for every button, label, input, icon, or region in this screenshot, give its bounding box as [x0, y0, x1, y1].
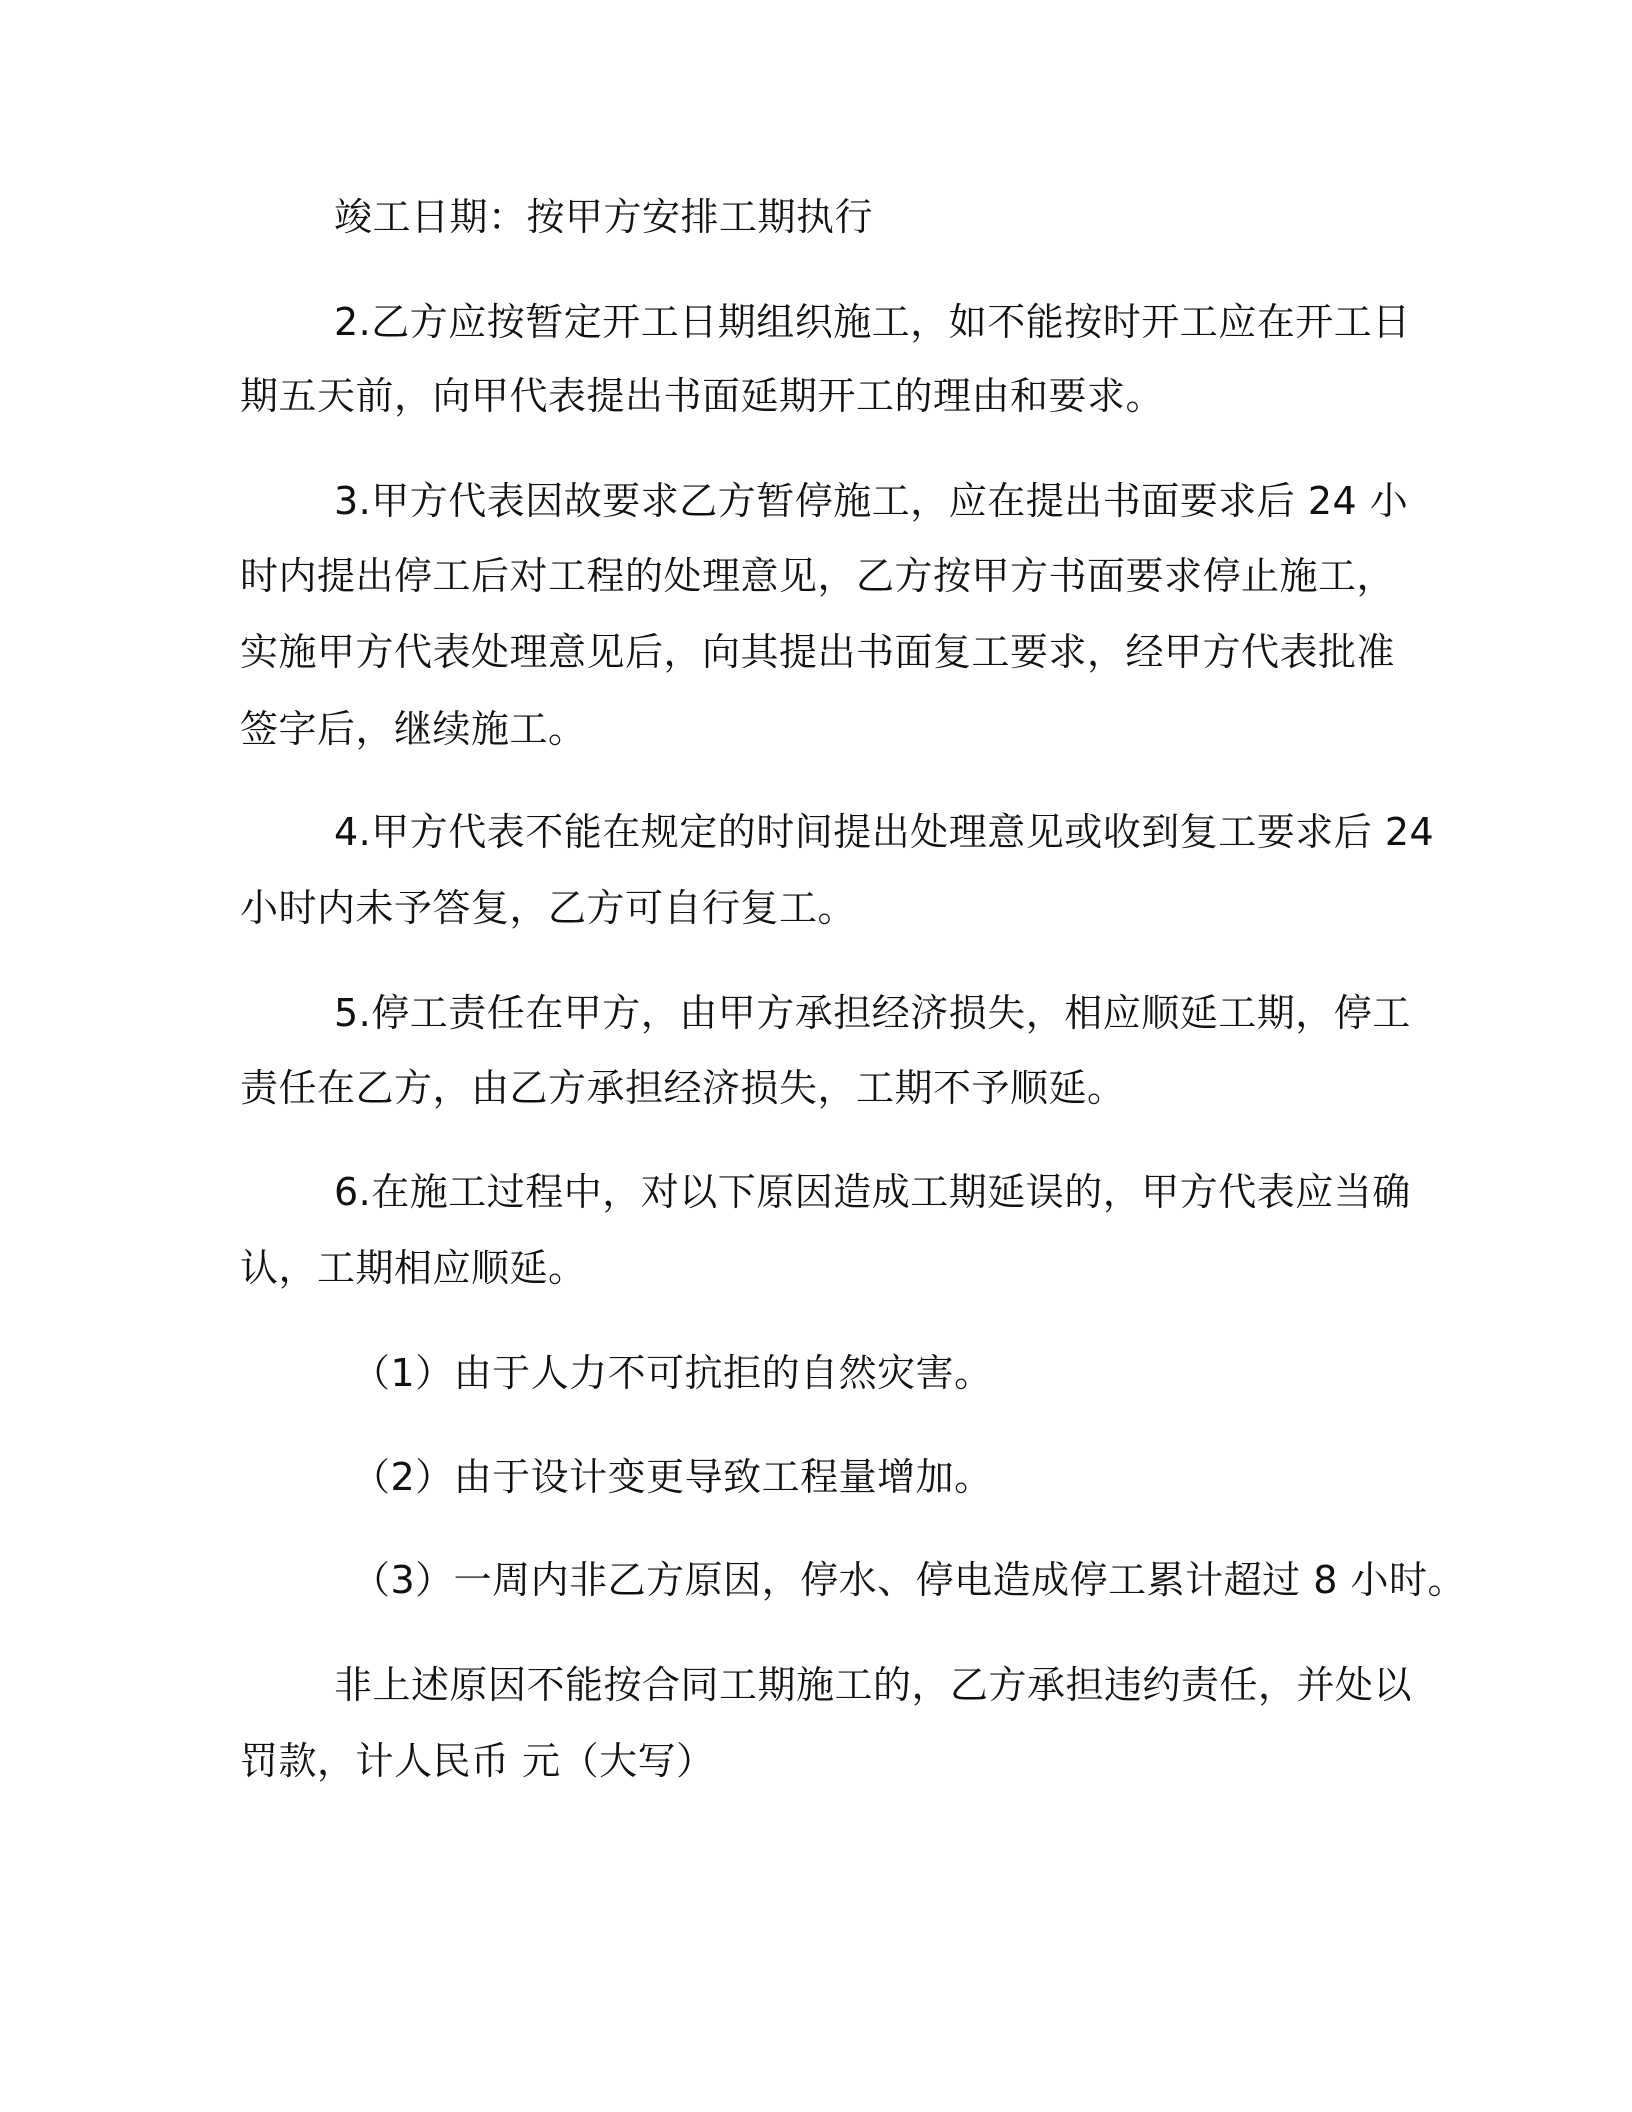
clause-4-line-1: 4.甲方代表不能在规定的时间提出处理意见或收到复工要求后 24 [334, 810, 1435, 854]
clause-3-line-3: 实施甲方代表处理意见后，向其提出书面复工要求，经甲方代表批准 [240, 630, 1396, 674]
sub-item-3: （3）一周内非乙方原因，停水、停电造成停工累计超过 8 小时。 [352, 1558, 1467, 1602]
sub-item-1: （1）由于人力不可抗拒的自然灾害。 [352, 1351, 993, 1395]
clause-6-line-1: 6.在施工过程中，对以下原因造成工期延误的，甲方代表应当确 [334, 1170, 1411, 1214]
penalty-line-1: 非上述原因不能按合同工期施工的，乙方承担违约责任，并处以 [334, 1663, 1413, 1707]
clause-3-line-2: 时内提出停工后对工程的处理意见，乙方按甲方书面要求停止施工， [240, 554, 1396, 598]
clause-3-line-4: 签字后，继续施工。 [240, 707, 587, 751]
clause-4-line-2: 小时内未予答复，乙方可自行复工。 [240, 886, 857, 930]
completion-date-line: 竣工日期：按甲方安排工期执行 [334, 195, 874, 239]
clause-5-line-1: 5.停工责任在甲方，由甲方承担经济损失，相应顺延工期，停工 [334, 991, 1411, 1035]
clause-2-line-2: 期五天前，向甲代表提出书面延期开工的理由和要求。 [240, 374, 1165, 418]
penalty-line-2: 罚款，计人民币 元（大写） [240, 1739, 715, 1783]
clause-6-line-2: 认，工期相应顺延。 [240, 1246, 587, 1290]
clause-2-line-1: 2.乙方应按暂定开工日期组织施工，如不能按时开工应在开工日 [334, 300, 1411, 344]
clause-3-line-1: 3.甲方代表因故要求乙方暂停施工，应在提出书面要求后 24 小 [334, 479, 1409, 523]
clause-5-line-2: 责任在乙方，由乙方承担经济损失，工期不予顺延。 [240, 1066, 1126, 1110]
sub-item-2: （2）由于设计变更导致工程量增加。 [352, 1455, 993, 1499]
